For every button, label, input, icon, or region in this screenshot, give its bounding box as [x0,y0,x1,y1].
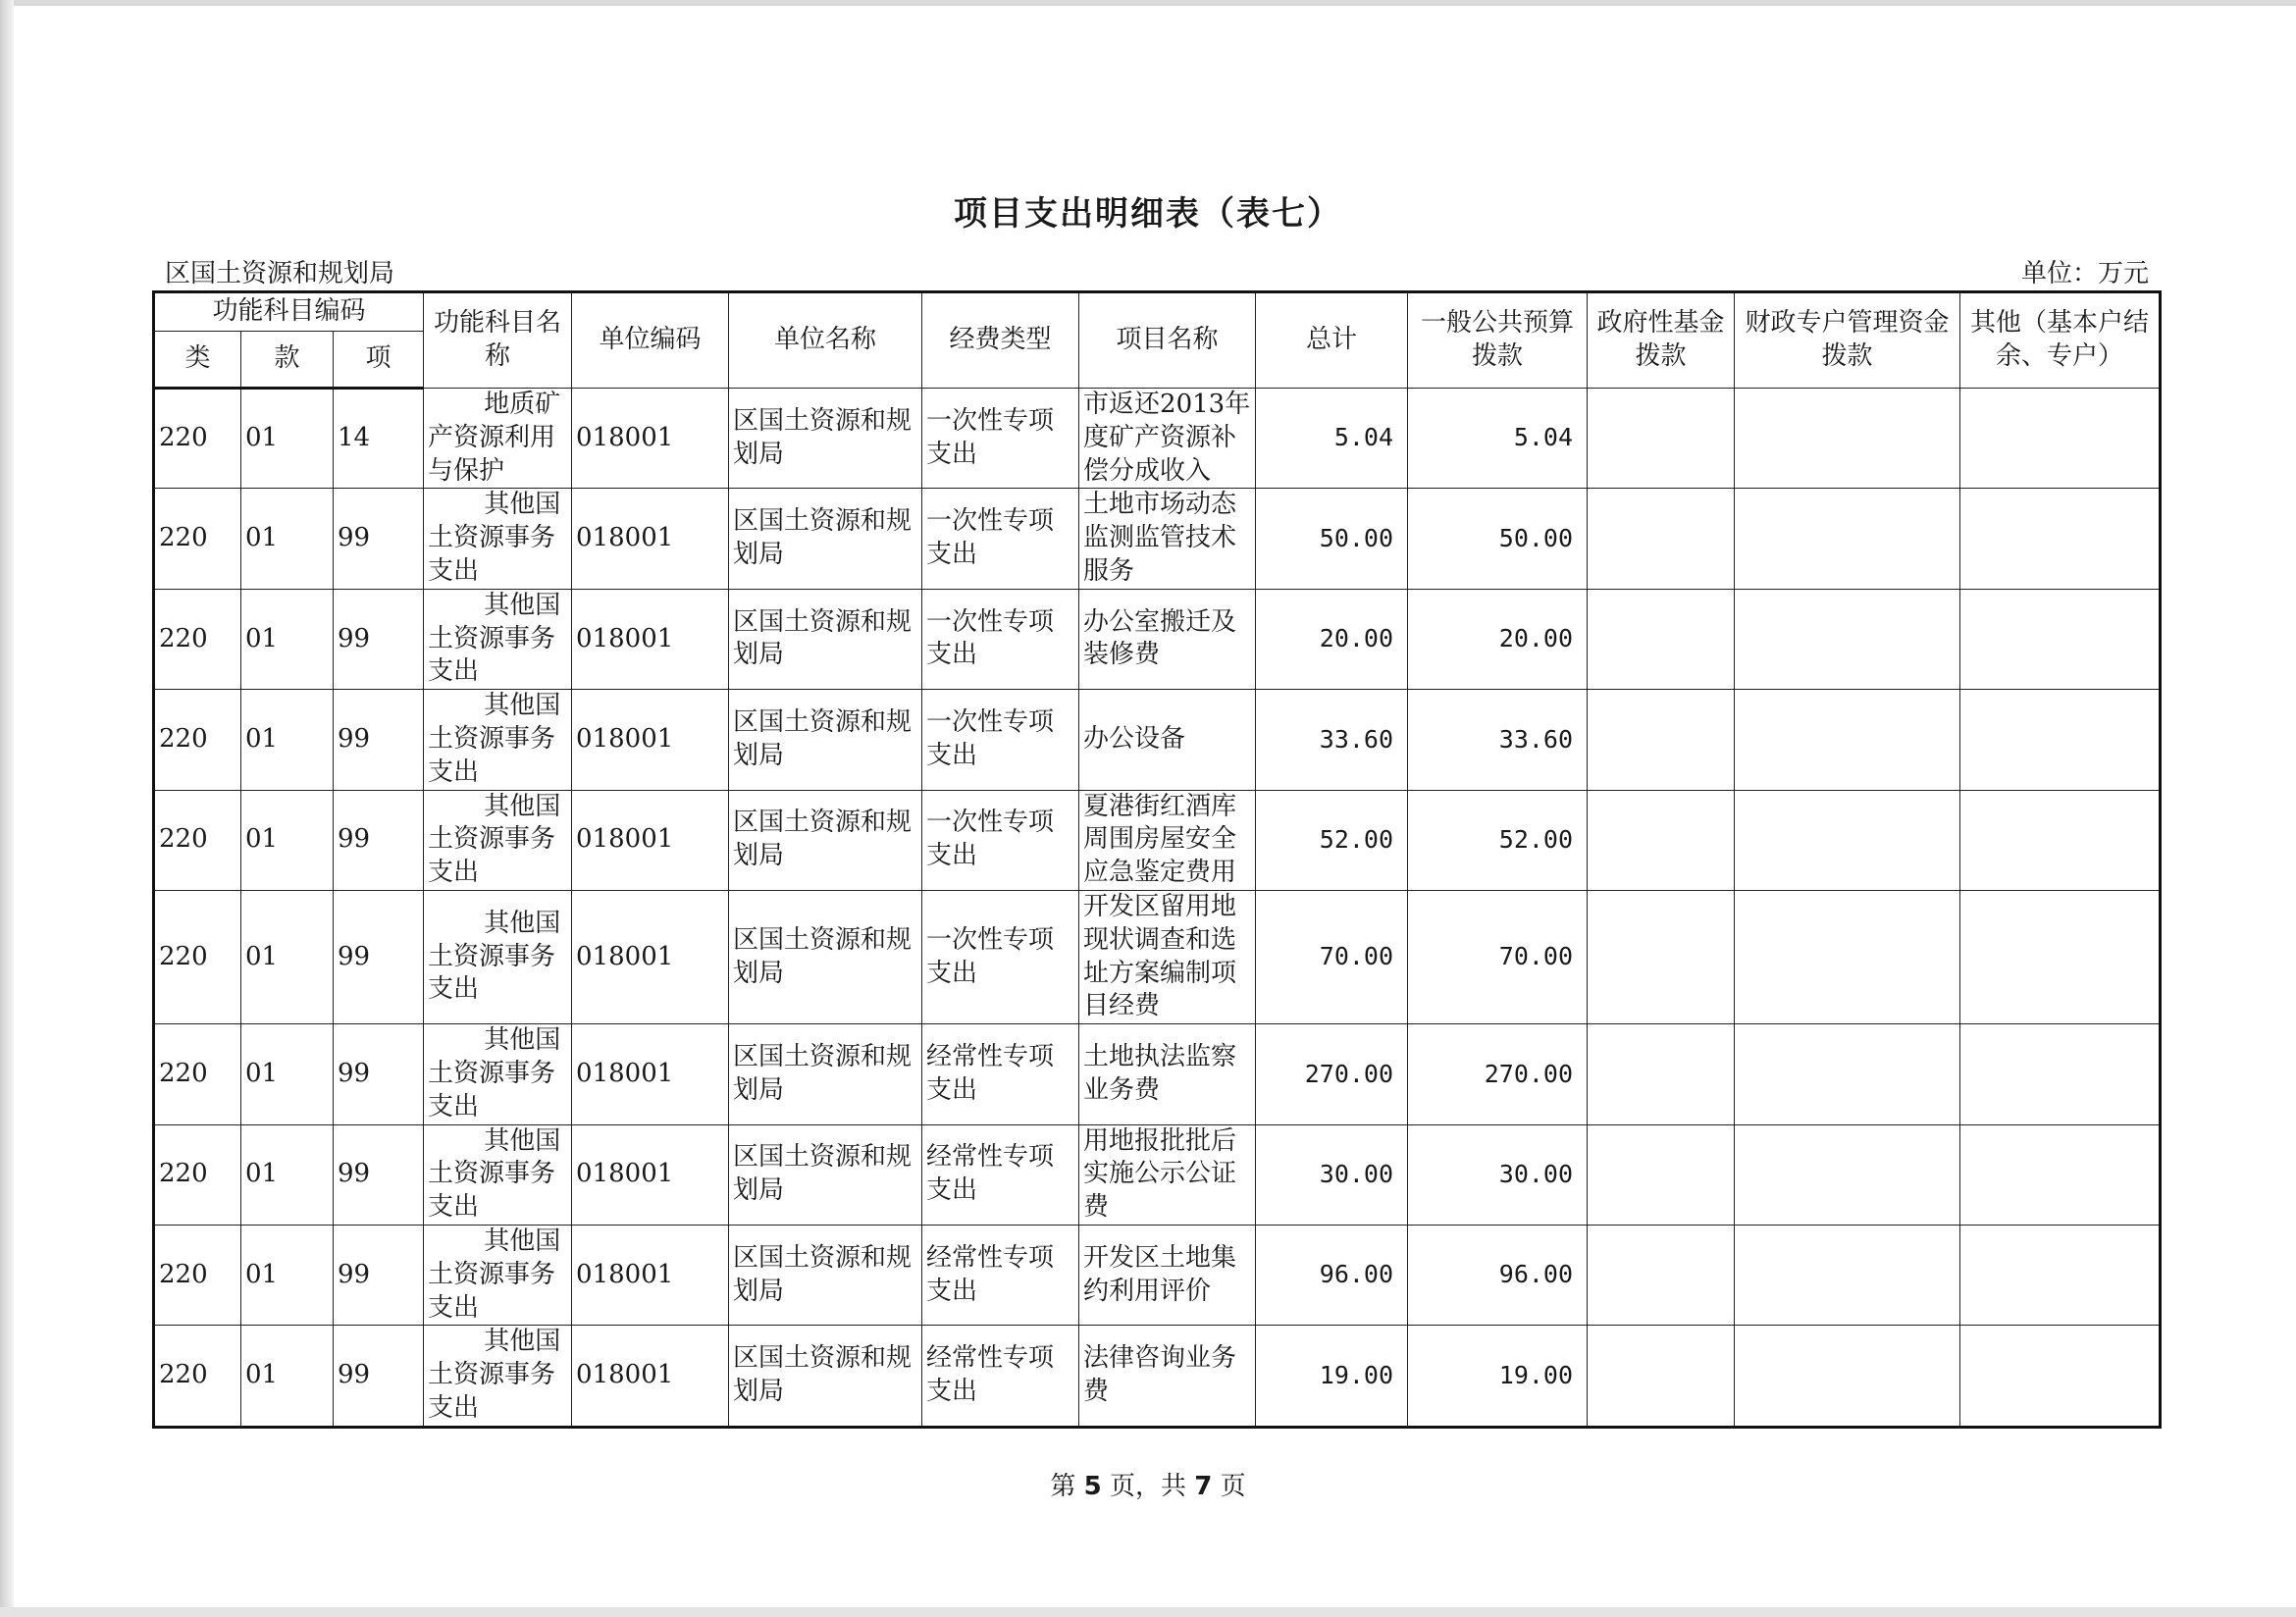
table-row [154,690,2161,790]
cell-xiang: 99 [334,589,424,689]
cell-general-budget: 5.04 [1408,389,1588,489]
cell-lei: 220 [154,1124,241,1225]
header-lei: 类 [154,332,241,389]
cell-kuan: 01 [241,1124,334,1225]
cell-other [1960,1225,2161,1325]
header-row-1 [154,292,2161,332]
cell-unit-name: 区国土资源和规划局 [729,389,922,489]
cell-gov-fund [1588,1326,1735,1427]
cell-gov-fund [1588,389,1735,489]
cell-unit-name: 区国土资源和规划局 [729,1124,922,1225]
cell-lei: 220 [154,1326,241,1427]
cell-other [1960,589,2161,689]
cell-special-account [1735,690,1960,790]
cell-unit-name: 区国土资源和规划局 [729,1024,922,1124]
cell-xiang: 99 [334,489,424,589]
cell-xiang: 99 [334,790,424,890]
cell-unit-name: 区国土资源和规划局 [729,589,922,689]
cell-total: 30.00 [1256,1124,1408,1225]
header-unit-name: 单位名称 [729,292,922,389]
page-footer [0,1466,2296,1502]
header-fund-type: 经费类型 [922,292,1079,389]
cell-kuan: 01 [241,1326,334,1427]
cell-special-account [1735,1024,1960,1124]
project-expenditure-table [152,290,2162,1429]
scan-edge-top [0,0,2296,6]
cell-special-account [1735,1225,1960,1325]
cell-project-name: 办公设备 [1079,690,1256,790]
table-row [154,890,2161,1023]
header-func-name: 功能科目名称 [424,292,572,389]
cell-kuan: 01 [241,690,334,790]
cell-func-name: 其他国土资源事务支出 [424,1024,572,1124]
cell-fund-type: 一次性专项支出 [922,890,1079,1023]
cell-unit-code: 018001 [572,890,729,1023]
table-body [154,389,2161,1428]
cell-lei: 220 [154,1024,241,1124]
table-row [154,589,2161,689]
cell-fund-type: 一次性专项支出 [922,790,1079,890]
cell-total: 33.60 [1256,690,1408,790]
cell-special-account [1735,1124,1960,1225]
cell-unit-code: 018001 [572,1124,729,1225]
cell-other [1960,389,2161,489]
cell-gov-fund [1588,790,1735,890]
header-project-name: 项目名称 [1079,292,1256,389]
cell-kuan: 01 [241,389,334,489]
cell-project-name: 土地执法监察业务费 [1079,1024,1256,1124]
cell-lei: 220 [154,790,241,890]
cell-total: 70.00 [1256,890,1408,1023]
cell-xiang: 99 [334,1124,424,1225]
cell-func-name: 其他国土资源事务支出 [424,1326,572,1427]
cell-project-name: 办公室搬迁及装修费 [1079,589,1256,689]
cell-unit-code: 018001 [572,790,729,890]
cell-unit-code: 018001 [572,389,729,489]
cell-general-budget: 19.00 [1408,1326,1588,1427]
page-prefix: 第 [1050,1472,1076,1501]
cell-other [1960,890,2161,1023]
cell-fund-type: 经常性专项支出 [922,1024,1079,1124]
cell-lei: 220 [154,389,241,489]
cell-unit-name: 区国土资源和规划局 [729,489,922,589]
header-unit-code: 单位编码 [572,292,729,389]
page-suffix: 页 [1220,1472,1246,1501]
header-general-budget: 一般公共预算拨款 [1408,292,1588,389]
table-row [154,389,2161,489]
cell-project-name: 开发区留用地现状调查和选址方案编制项目经费 [1079,890,1256,1023]
cell-total: 96.00 [1256,1225,1408,1325]
cell-gov-fund [1588,489,1735,589]
cell-project-name: 用地报批批后实施公示公证费 [1079,1124,1256,1225]
cell-gov-fund [1588,1225,1735,1325]
cell-fund-type: 一次性专项支出 [922,489,1079,589]
cell-gov-fund [1588,1024,1735,1124]
cell-general-budget: 20.00 [1408,589,1588,689]
cell-func-name: 其他国土资源事务支出 [424,589,572,689]
cell-func-name: 其他国土资源事务支出 [424,1225,572,1325]
cell-lei: 220 [154,890,241,1023]
cell-other [1960,1326,2161,1427]
cell-fund-type: 经常性专项支出 [922,1225,1079,1325]
cell-unit-code: 018001 [572,1326,729,1427]
cell-total: 20.00 [1256,589,1408,689]
cell-total: 270.00 [1256,1024,1408,1124]
cell-general-budget: 33.60 [1408,690,1588,790]
cell-func-name: 地质矿产资源利用与保护 [424,389,572,489]
cell-project-name: 土地市场动态监测监管技术服务 [1079,489,1256,589]
cell-unit-code: 018001 [572,1024,729,1124]
cell-unit-name: 区国土资源和规划局 [729,1326,922,1427]
cell-kuan: 01 [241,589,334,689]
cell-kuan: 01 [241,489,334,589]
table-row [154,1326,2161,1427]
cell-other [1960,489,2161,589]
cell-xiang: 99 [334,690,424,790]
unit-label: 单位：万元 [2020,259,2149,288]
cell-fund-type: 经常性专项支出 [922,1124,1079,1225]
cell-xiang: 99 [334,1326,424,1427]
cell-xiang: 14 [334,389,424,489]
cell-gov-fund [1588,1124,1735,1225]
organization-name: 区国土资源和规划局 [165,259,395,288]
page-middle: 页，共 [1109,1472,1186,1501]
cell-special-account [1735,790,1960,890]
cell-lei: 220 [154,1225,241,1325]
cell-kuan: 01 [241,890,334,1023]
cell-gov-fund [1588,890,1735,1023]
cell-general-budget: 50.00 [1408,489,1588,589]
table-row [154,1124,2161,1225]
cell-total: 19.00 [1256,1326,1408,1427]
header-total: 总计 [1256,292,1408,389]
cell-unit-code: 018001 [572,690,729,790]
cell-func-name: 其他国土资源事务支出 [424,890,572,1023]
cell-func-name: 其他国土资源事务支出 [424,790,572,890]
cell-unit-name: 区国土资源和规划局 [729,890,922,1023]
cell-general-budget: 270.00 [1408,1024,1588,1124]
cell-gov-fund [1588,589,1735,689]
cell-kuan: 01 [241,1225,334,1325]
cell-lei: 220 [154,489,241,589]
cell-unit-code: 018001 [572,1225,729,1325]
page-current-number: 5 [1083,1472,1102,1501]
header-gov-fund: 政府性基金拨款 [1588,292,1735,389]
cell-fund-type: 一次性专项支出 [922,589,1079,689]
cell-fund-type: 一次性专项支出 [922,690,1079,790]
header-kuan: 款 [241,332,334,389]
cell-fund-type: 经常性专项支出 [922,1326,1079,1427]
cell-total: 52.00 [1256,790,1408,890]
cell-project-name: 开发区土地集约利用评价 [1079,1225,1256,1325]
cell-kuan: 01 [241,1024,334,1124]
cell-other [1960,1124,2161,1225]
cell-unit-name: 区国土资源和规划局 [729,690,922,790]
cell-general-budget: 30.00 [1408,1124,1588,1225]
cell-gov-fund [1588,690,1735,790]
cell-unit-name: 区国土资源和规划局 [729,1225,922,1325]
cell-other [1960,1024,2161,1124]
cell-lei: 220 [154,589,241,689]
cell-lei: 220 [154,690,241,790]
table-row [154,790,2161,890]
cell-fund-type: 一次性专项支出 [922,389,1079,489]
cell-unit-code: 018001 [572,589,729,689]
cell-xiang: 99 [334,1024,424,1124]
cell-other [1960,690,2161,790]
cell-total: 5.04 [1256,389,1408,489]
cell-func-name: 其他国土资源事务支出 [424,489,572,589]
cell-general-budget: 52.00 [1408,790,1588,890]
header-xiang: 项 [334,332,424,389]
cell-general-budget: 70.00 [1408,890,1588,1023]
cell-unit-name: 区国土资源和规划局 [729,790,922,890]
header-special-account: 财政专户管理资金拨款 [1735,292,1960,389]
table-row [154,1024,2161,1124]
scan-edge-left [0,0,14,1617]
scan-edge-bottom [0,1607,2296,1617]
cell-special-account [1735,589,1960,689]
cell-func-name: 其他国土资源事务支出 [424,690,572,790]
cell-kuan: 01 [241,790,334,890]
cell-general-budget: 96.00 [1408,1225,1588,1325]
cell-special-account [1735,389,1960,489]
cell-special-account [1735,890,1960,1023]
cell-xiang: 99 [334,890,424,1023]
table-row [154,1225,2161,1325]
page-total-number: 7 [1194,1472,1213,1501]
cell-func-name: 其他国土资源事务支出 [424,1124,572,1225]
page-title: 项目支出明细表（表七） [954,194,1342,234]
cell-project-name: 市返还2013年度矿产资源补偿分成收入 [1079,389,1256,489]
cell-project-name: 夏港街红酒库周围房屋安全应急鉴定费用 [1079,790,1256,890]
header-other: 其他（基本户结余、专户） [1960,292,2161,389]
cell-xiang: 99 [334,1225,424,1325]
cell-special-account [1735,489,1960,589]
header-func-code-group: 功能科目编码 [154,292,424,332]
cell-project-name: 法律咨询业务费 [1079,1326,1256,1427]
table-row [154,489,2161,589]
cell-total: 50.00 [1256,489,1408,589]
cell-special-account [1735,1326,1960,1427]
cell-unit-code: 018001 [572,489,729,589]
cell-other [1960,790,2161,890]
